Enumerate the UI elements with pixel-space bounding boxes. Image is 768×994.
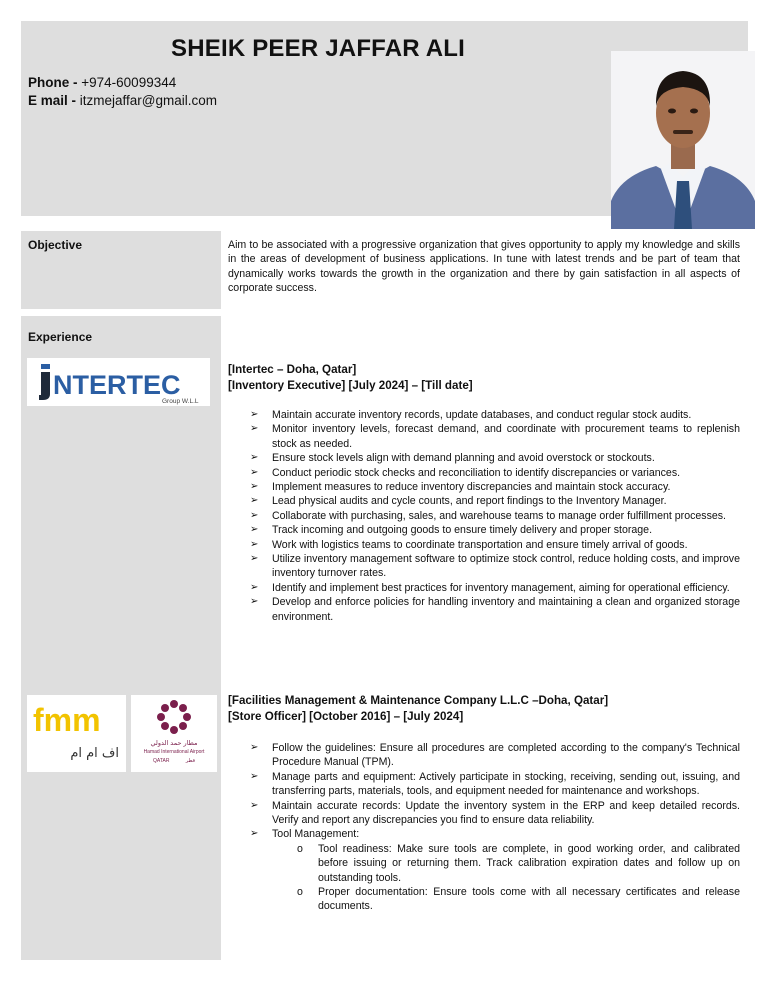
list-item: o Tool readiness: Make sure tools are complete, in good working order, and calibrated before issuing or returning them. Track calibration expiration dates and follow up on outstanding tools. bbox=[297, 842, 740, 884]
list-item: ➢ Develop and enforce policies for handling inventory and maintaining a clean and organized storage environment. bbox=[250, 596, 740, 623]
header-panel bbox=[21, 21, 748, 216]
list-item: ➢ Utilize inventory management software to optimize stock control, reduce holding costs, and improve inventory turnover rates. bbox=[250, 553, 740, 580]
list-item: ➢ Ensure stock levels align with demand planning and avoid overstock or stockouts. bbox=[250, 452, 655, 465]
list-item: ➢ Conduct periodic stock checks and reconciliation to identify discrepancies or variances. bbox=[250, 466, 681, 479]
job2-company: [Facilities Management & Maintenance Company L.L.C –Doha, Qatar] bbox=[228, 694, 609, 707]
arrow-bullet-icon: ➢ bbox=[250, 423, 259, 435]
phone-value: +974-60099344 bbox=[81, 75, 177, 90]
arrow-bullet-icon: ➢ bbox=[250, 538, 259, 550]
arrow-bullet-icon: ➢ bbox=[250, 596, 259, 608]
list-item: ➢ Track incoming and outgoing goods to ensure timely delivery and proper storage. bbox=[250, 524, 653, 537]
list-item: ➢ Follow the guidelines: Ensure all procedures are completed according to the company's Technical Procedure Manual (TPM). bbox=[250, 742, 740, 769]
arrow-bullet-icon: ➢ bbox=[250, 742, 259, 753]
list-item: ➢ Lead physical audits and cycle counts, and report findings to the Inventory Manager. bbox=[250, 495, 667, 508]
experience-label-panel bbox=[21, 316, 221, 960]
arrow-bullet-icon: ➢ bbox=[250, 409, 259, 420]
tool-management-sublist bbox=[272, 842, 740, 914]
circle-bullet-icon: o bbox=[297, 842, 303, 855]
arrow-bullet-icon: ➢ bbox=[250, 553, 259, 565]
phone-label: Phone - bbox=[28, 75, 78, 90]
arrow-bullet-icon: ➢ bbox=[250, 799, 259, 811]
circle-bullet-icon: o bbox=[297, 886, 303, 899]
fmm-logo bbox=[27, 695, 126, 772]
hamad-logo-arabic: مطار حمد الدولي bbox=[150, 739, 198, 747]
arrow-bullet-icon: ➢ bbox=[250, 828, 259, 840]
job1-role: [Inventory Executive] [July 2024] – [Till date] bbox=[228, 379, 473, 392]
intertec-logo-text: NTERTEC bbox=[53, 370, 181, 400]
hamad-logo-country-ar: قطر bbox=[185, 758, 195, 764]
list-item: ➢ Maintain accurate inventory records, update databases, and conduct regular stock audits. bbox=[250, 409, 692, 421]
fmm-logo-text: fmm bbox=[33, 702, 101, 738]
objective-text: Aim to be associated with a progressive organization that gives opportunity to apply my knowledge and skills in the areas of development of business applications. In tune with latest trends and be part of team that dynamically works towards the growth in the organization and there by gain satisfaction in all aspects of corporate success. bbox=[228, 239, 740, 295]
list-item: ➢ Implement measures to reduce inventory discrepancies and maintain stock accuracy. bbox=[250, 481, 671, 494]
job1-company: [Intertec – Doha, Qatar] bbox=[228, 363, 357, 376]
arrow-bullet-icon: ➢ bbox=[250, 452, 259, 464]
list-item: ➢ Work with logistics teams to coordinate transportation and ensure timely arrival of goods. bbox=[250, 538, 688, 551]
list-item: ➢ Maintain accurate records: Update the inventory system in the ERP and keep detailed records. Verify and report any discrepancies you find to ensure data reliability. bbox=[250, 799, 740, 827]
email-value: itzmejaffar@gmail.com bbox=[79, 93, 218, 108]
arrow-bullet-icon: ➢ bbox=[250, 524, 259, 536]
arrow-bullet-icon: ➢ bbox=[250, 581, 259, 593]
candidate-name: SHEIK PEER JAFFAR ALI bbox=[171, 35, 466, 62]
intertec-logo bbox=[27, 358, 210, 406]
job1-bullet-list bbox=[250, 408, 740, 624]
list-item: ➢ Manage parts and equipment: Actively participate in stocking, receiving, sending out, issuing, and transferring parts, materials, tools, and equipment needed for maintenance and workshops. bbox=[250, 770, 740, 798]
list-item: ➢ Tool Management: o Tool readiness: Make sure tools are complete, in good working order, and calibrated before issuing or returning them. Track calibration expiration dates and follow up on outstanding tools. o Proper documentation: Ensure tools come with all necessary certificates and release documents. bbox=[250, 828, 740, 913]
profile-photo bbox=[611, 51, 755, 229]
objective-label: Objective bbox=[28, 238, 83, 252]
intertec-logo-subtext: Group W.L.L bbox=[162, 398, 199, 405]
list-item: ➢ Identify and implement best practices for inventory management, aiming for operational efficiency. bbox=[250, 581, 730, 594]
hamad-logo-country: QATAR bbox=[153, 758, 170, 764]
phone-line bbox=[28, 75, 176, 90]
list-item: o Proper documentation: Ensure tools come with all necessary certificates and release documents. bbox=[297, 886, 740, 913]
job2-bullet-list bbox=[250, 741, 740, 914]
hamad-airport-logo bbox=[131, 695, 217, 772]
arrow-bullet-icon: ➢ bbox=[250, 495, 259, 507]
experience-label: Experience bbox=[28, 330, 93, 344]
list-item: ➢ Collaborate with purchasing, sales, and warehouse teams to manage order fulfillment processes. bbox=[250, 509, 727, 522]
list-item: ➢ Monitor inventory levels, forecast demand, and coordinate with procurement teams to replenish stock as needed. bbox=[250, 423, 740, 450]
hamad-logo-text: Hamad International Airport bbox=[143, 749, 205, 755]
arrow-bullet-icon: ➢ bbox=[250, 770, 259, 782]
email-line bbox=[28, 93, 217, 108]
arrow-bullet-icon: ➢ bbox=[250, 466, 259, 478]
arrow-bullet-icon: ➢ bbox=[250, 509, 259, 521]
job2-role: [Store Officer] [October 2016] – [July 2024] bbox=[228, 710, 464, 723]
arrow-bullet-icon: ➢ bbox=[250, 481, 259, 493]
email-label: E mail - bbox=[28, 93, 77, 108]
fmm-logo-arabic: اف ام ام bbox=[70, 746, 119, 761]
